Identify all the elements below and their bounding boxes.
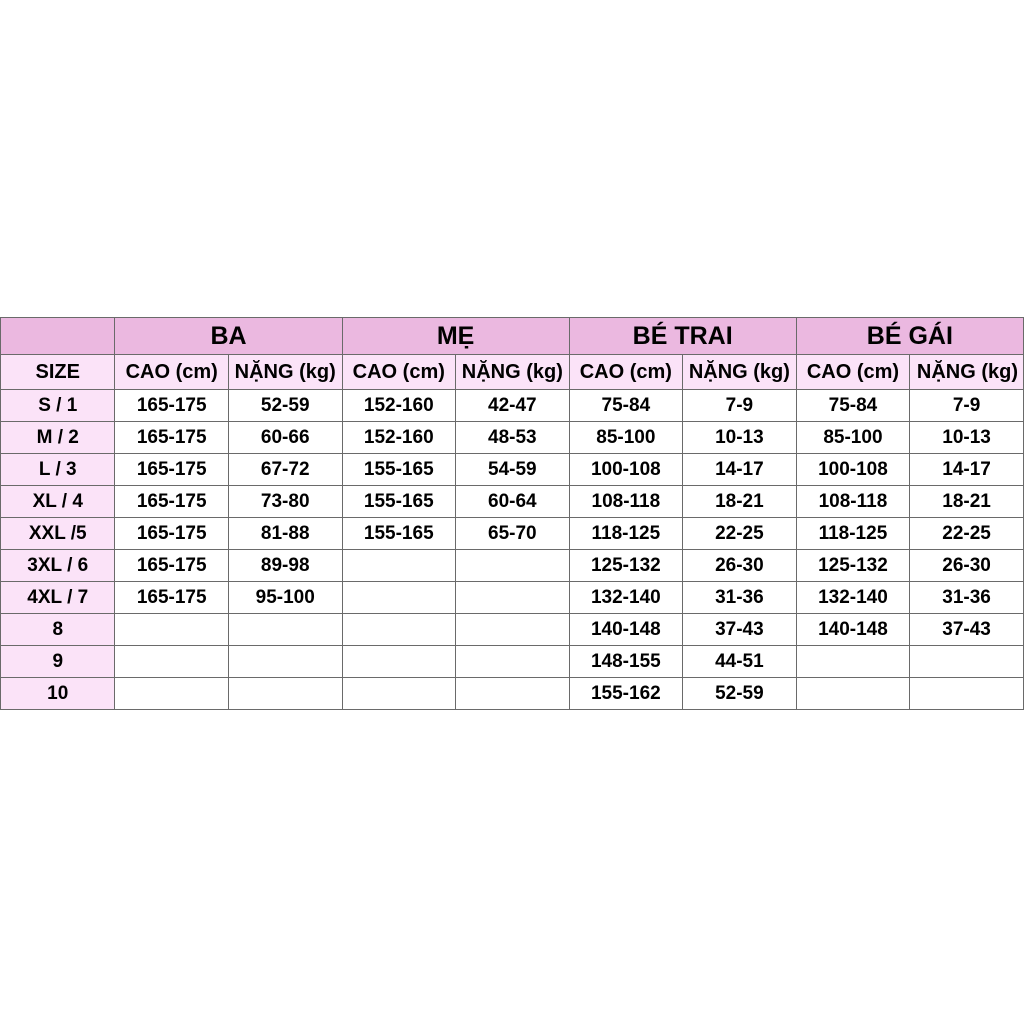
- weight-cell: [455, 550, 569, 582]
- weight-cell: [228, 678, 342, 710]
- height-cell: [342, 646, 455, 678]
- weight-cell: 42-47: [455, 390, 569, 422]
- weight-cell: 14-17: [910, 454, 1024, 486]
- table-row: [1, 678, 1024, 710]
- column-header-height: CAO (cm): [796, 355, 909, 390]
- height-cell: 100-108: [796, 454, 909, 486]
- weight-cell: 7-9: [910, 390, 1024, 422]
- group-header-ba: BA: [115, 318, 342, 355]
- size-header: SIZE: [1, 355, 115, 390]
- size-cell: XXL /5: [1, 518, 115, 550]
- size-cell: L / 3: [1, 454, 115, 486]
- height-cell: 155-165: [342, 486, 455, 518]
- height-cell: 118-125: [796, 518, 909, 550]
- height-cell: 140-148: [569, 614, 682, 646]
- column-header-row: [1, 355, 1024, 390]
- size-cell: 3XL / 6: [1, 550, 115, 582]
- weight-cell: 37-43: [910, 614, 1024, 646]
- weight-cell: 7-9: [683, 390, 797, 422]
- height-cell: [115, 614, 228, 646]
- size-cell: XL / 4: [1, 486, 115, 518]
- height-cell: 165-175: [115, 486, 228, 518]
- table-row: [1, 518, 1024, 550]
- weight-cell: [455, 646, 569, 678]
- column-header-weight: NẶNG (kg): [455, 355, 569, 390]
- size-cell: 10: [1, 678, 115, 710]
- weight-cell: 18-21: [910, 486, 1024, 518]
- table-row: [1, 390, 1024, 422]
- table-row: [1, 454, 1024, 486]
- size-cell: 4XL / 7: [1, 582, 115, 614]
- height-cell: 165-175: [115, 390, 228, 422]
- weight-cell: 52-59: [683, 678, 797, 710]
- weight-cell: 60-66: [228, 422, 342, 454]
- column-header-weight: NẶNG (kg): [228, 355, 342, 390]
- weight-cell: 31-36: [683, 582, 797, 614]
- height-cell: 155-162: [569, 678, 682, 710]
- group-header-be-gai: BÉ GÁI: [796, 318, 1023, 355]
- weight-cell: 10-13: [683, 422, 797, 454]
- height-cell: [342, 550, 455, 582]
- group-header-me: MẸ: [342, 318, 569, 355]
- weight-cell: 22-25: [683, 518, 797, 550]
- height-cell: 165-175: [115, 582, 228, 614]
- height-cell: 75-84: [569, 390, 682, 422]
- weight-cell: 18-21: [683, 486, 797, 518]
- table-row: [1, 422, 1024, 454]
- height-cell: 75-84: [796, 390, 909, 422]
- weight-cell: 48-53: [455, 422, 569, 454]
- weight-cell: 54-59: [455, 454, 569, 486]
- weight-cell: 14-17: [683, 454, 797, 486]
- column-header-weight: NẶNG (kg): [683, 355, 797, 390]
- height-cell: 85-100: [796, 422, 909, 454]
- weight-cell: 81-88: [228, 518, 342, 550]
- size-cell: S / 1: [1, 390, 115, 422]
- column-header-height: CAO (cm): [342, 355, 455, 390]
- height-cell: 125-132: [796, 550, 909, 582]
- height-cell: [342, 614, 455, 646]
- table-row: [1, 582, 1024, 614]
- weight-cell: 31-36: [910, 582, 1024, 614]
- weight-cell: 73-80: [228, 486, 342, 518]
- height-cell: 125-132: [569, 550, 682, 582]
- height-cell: 132-140: [796, 582, 909, 614]
- column-header-weight: NẶNG (kg): [910, 355, 1024, 390]
- height-cell: [115, 678, 228, 710]
- weight-cell: [455, 614, 569, 646]
- weight-cell: 67-72: [228, 454, 342, 486]
- height-cell: 165-175: [115, 454, 228, 486]
- height-cell: 108-118: [569, 486, 682, 518]
- corner-cell: [1, 318, 115, 355]
- height-cell: 140-148: [796, 614, 909, 646]
- weight-cell: 52-59: [228, 390, 342, 422]
- column-header-height: CAO (cm): [115, 355, 228, 390]
- group-header-row: [1, 318, 1024, 355]
- height-cell: 165-175: [115, 550, 228, 582]
- height-cell: [796, 646, 909, 678]
- height-cell: [115, 646, 228, 678]
- weight-cell: [910, 646, 1024, 678]
- weight-cell: 60-64: [455, 486, 569, 518]
- weight-cell: 26-30: [683, 550, 797, 582]
- height-cell: 165-175: [115, 518, 228, 550]
- height-cell: [342, 678, 455, 710]
- height-cell: 108-118: [796, 486, 909, 518]
- weight-cell: [228, 614, 342, 646]
- height-cell: 155-165: [342, 518, 455, 550]
- weight-cell: 10-13: [910, 422, 1024, 454]
- weight-cell: [455, 582, 569, 614]
- weight-cell: 95-100: [228, 582, 342, 614]
- weight-cell: 26-30: [910, 550, 1024, 582]
- height-cell: 148-155: [569, 646, 682, 678]
- size-cell: M / 2: [1, 422, 115, 454]
- height-cell: 165-175: [115, 422, 228, 454]
- weight-cell: [228, 646, 342, 678]
- height-cell: 152-160: [342, 422, 455, 454]
- size-chart-table: [0, 317, 1024, 710]
- size-cell: 8: [1, 614, 115, 646]
- group-header-be-trai: BÉ TRAI: [569, 318, 796, 355]
- size-cell: 9: [1, 646, 115, 678]
- weight-cell: [455, 678, 569, 710]
- weight-cell: 89-98: [228, 550, 342, 582]
- column-header-height: CAO (cm): [569, 355, 682, 390]
- height-cell: 132-140: [569, 582, 682, 614]
- table-row: [1, 646, 1024, 678]
- height-cell: 118-125: [569, 518, 682, 550]
- weight-cell: 44-51: [683, 646, 797, 678]
- table-row: [1, 550, 1024, 582]
- height-cell: [796, 678, 909, 710]
- table-row: [1, 486, 1024, 518]
- weight-cell: 65-70: [455, 518, 569, 550]
- height-cell: 155-165: [342, 454, 455, 486]
- table-row: [1, 614, 1024, 646]
- height-cell: 100-108: [569, 454, 682, 486]
- height-cell: [342, 582, 455, 614]
- height-cell: 152-160: [342, 390, 455, 422]
- weight-cell: [910, 678, 1024, 710]
- weight-cell: 37-43: [683, 614, 797, 646]
- height-cell: 85-100: [569, 422, 682, 454]
- weight-cell: 22-25: [910, 518, 1024, 550]
